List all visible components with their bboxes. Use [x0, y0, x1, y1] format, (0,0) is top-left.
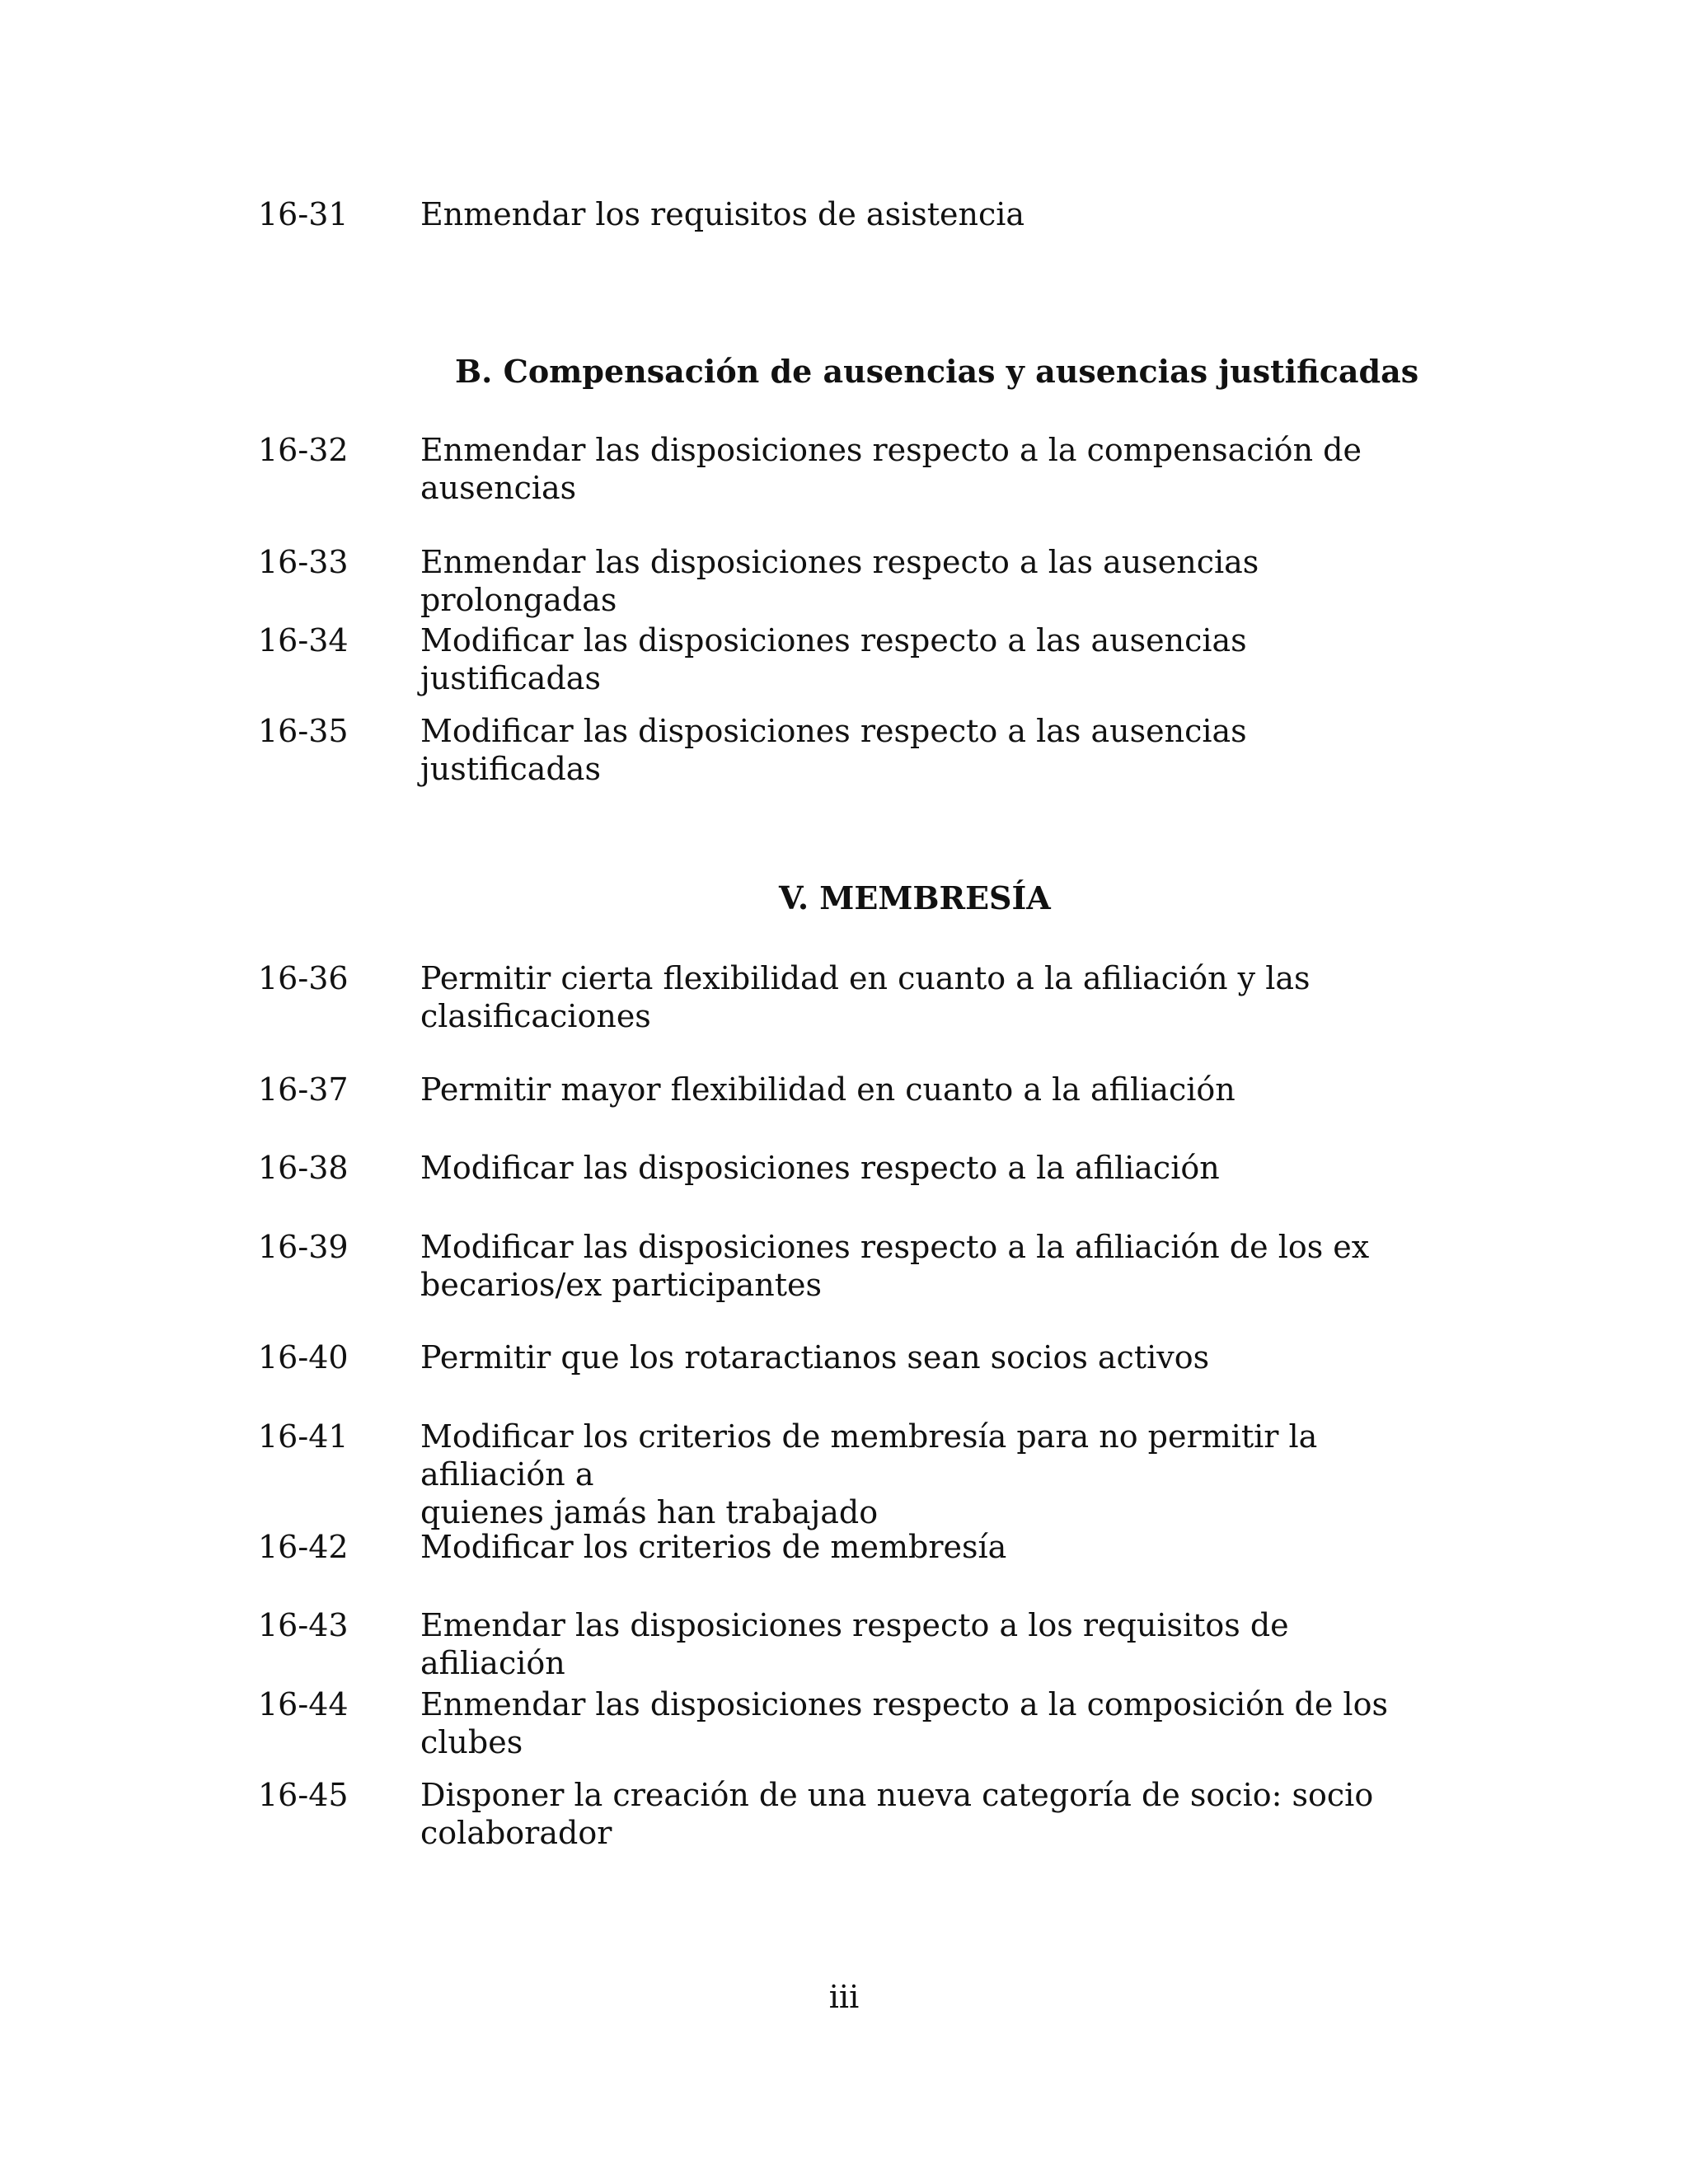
item-text-line: Enmendar las disposiciones respecto a la compensación de [420, 432, 1362, 468]
item-number: 16-43 [258, 1607, 349, 1643]
item-number: 16-42 [258, 1529, 349, 1565]
item-number: 16-41 [258, 1418, 349, 1455]
item-number: 16-32 [258, 432, 349, 468]
section-heading-membresia: V. MEMBRESÍA [779, 879, 1051, 916]
item-number: 16-36 [258, 960, 349, 996]
item-text [420, 431, 1409, 507]
item-text: Enmendar las disposiciones respecto a las ausencias prolongadas [420, 544, 1259, 618]
item-text-line: colaborador [420, 1815, 612, 1851]
item-text-line: becarios/ex participantes [420, 1267, 822, 1303]
item-text: Modificar las disposiciones respecto a las ausencias justificadas [420, 713, 1247, 787]
item-text [420, 1418, 1409, 1531]
item-text: Modificar los criterios de membresía [420, 1529, 1007, 1565]
item-text: Modificar las disposiciones respecto a las ausencias justificadas [420, 622, 1247, 696]
item-number: 16-33 [258, 544, 349, 580]
item-text [420, 1228, 1409, 1304]
item-number: 16-35 [258, 713, 349, 749]
item-text: Modificar las disposiciones respecto a la afiliación [420, 1150, 1220, 1186]
item-text [420, 959, 1409, 1035]
item-number: 16-45 [258, 1777, 349, 1813]
item-text-line: Modificar los criterios de membresía para no permitir la afiliación a [420, 1418, 1318, 1493]
item-number: 16-37 [258, 1071, 349, 1108]
item-text: Emendar las disposiciones respecto a los requisitos de afiliación [420, 1607, 1289, 1681]
item-text: Enmendar los requisitos de asistencia [420, 196, 1025, 232]
item-text-line: quienes jamás han trabajado [420, 1494, 879, 1530]
item-text [420, 1776, 1409, 1852]
item-number: 16-39 [258, 1229, 349, 1265]
item-text: Permitir mayor flexibilidad en cuanto a la afiliación [420, 1071, 1236, 1108]
item-number: 16-40 [258, 1339, 349, 1376]
section-heading-compensacion: B. Compensación de ausencias y ausencias justificadas [455, 353, 1419, 390]
item-number: 16-31 [258, 196, 349, 232]
item-number: 16-38 [258, 1150, 349, 1186]
item-text: Enmendar las disposiciones respecto a la composición de los clubes [420, 1686, 1388, 1760]
item-text-line: ausencias [420, 470, 577, 506]
item-number: 16-44 [258, 1686, 349, 1722]
item-text-line: Disponer la creación de una nueva categoría de socio: socio [420, 1777, 1374, 1813]
item-text-line: clasificaciones [420, 998, 651, 1034]
item-number: 16-34 [258, 622, 349, 658]
page-number: iii [828, 1979, 860, 2015]
item-text-line: Permitir cierta flexibilidad en cuanto a la afiliación y las [420, 960, 1311, 996]
item-text-line: Modificar las disposiciones respecto a la afiliación de los ex [420, 1229, 1370, 1265]
item-text: Permitir que los rotaractianos sean socios activos [420, 1339, 1210, 1376]
